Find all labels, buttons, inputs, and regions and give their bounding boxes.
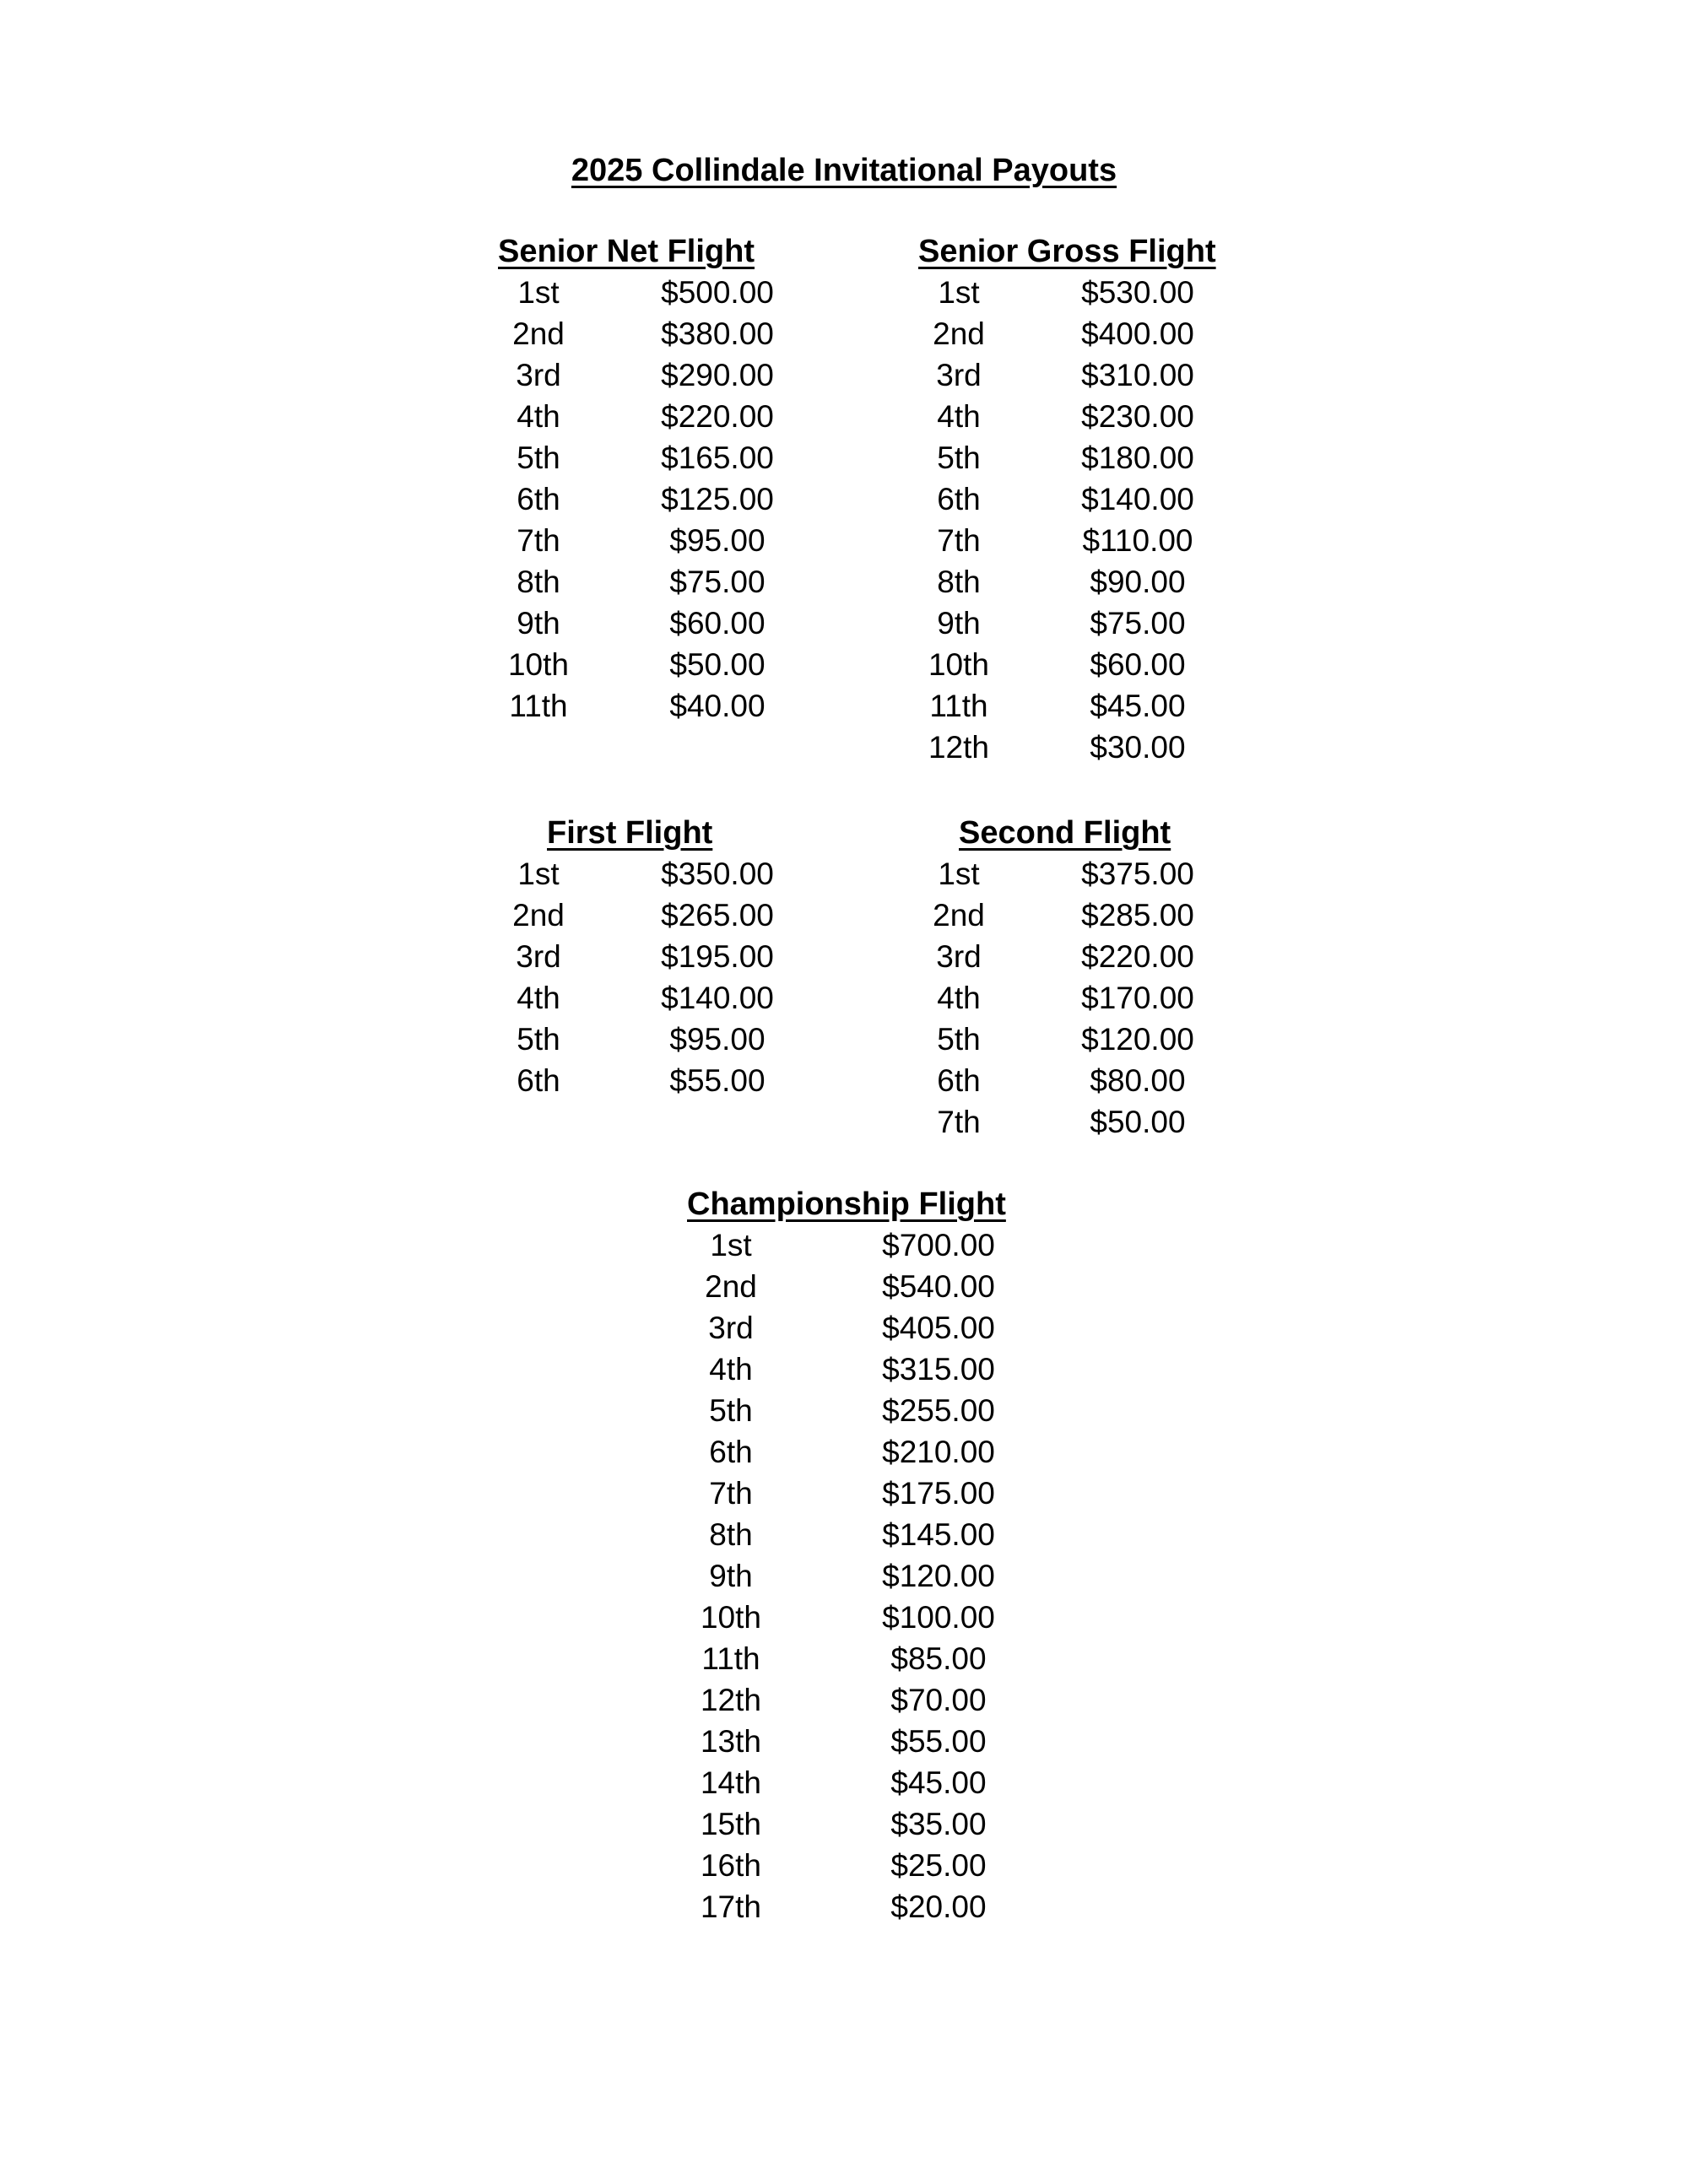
payout-amount: $50.00	[669, 647, 766, 682]
place-label: 1st	[517, 275, 560, 310]
payout-amount: $530.00	[1081, 275, 1194, 310]
place-label: 1st	[938, 857, 980, 891]
place-label: 5th	[517, 441, 560, 475]
place-label: 9th	[709, 1559, 753, 1593]
payout-amount: $285.00	[1081, 898, 1194, 933]
place-label: 8th	[517, 565, 560, 599]
payout-amount: $55.00	[890, 1724, 987, 1759]
payout-amount: $175.00	[882, 1476, 995, 1511]
payout-amount: $35.00	[890, 1807, 987, 1841]
place-label: 17th	[700, 1889, 761, 1924]
payout-amount: $405.00	[882, 1311, 995, 1345]
payout-amount: $380.00	[661, 316, 774, 351]
payout-amount: $25.00	[890, 1848, 987, 1883]
place-label: 2nd	[705, 1269, 757, 1304]
place-label: 4th	[709, 1352, 753, 1387]
payout-amount: $265.00	[661, 898, 774, 933]
payout-amount: $100.00	[882, 1600, 995, 1635]
place-label: 12th	[700, 1683, 761, 1717]
payout-amount: $40.00	[669, 689, 766, 723]
payout-amount: $230.00	[1081, 399, 1194, 434]
payout-amount: $120.00	[882, 1559, 995, 1593]
payout-amount: $170.00	[1081, 981, 1194, 1015]
place-label: 3rd	[516, 358, 561, 392]
place-label: 16th	[700, 1848, 761, 1883]
payout-amount: $140.00	[661, 981, 774, 1015]
payout-amount: $350.00	[661, 857, 774, 891]
place-label: 5th	[937, 1022, 981, 1057]
page-title: 2025 Collindale Invitational Payouts	[571, 153, 1117, 188]
payout-amount: $45.00	[890, 1765, 987, 1800]
place-label: 11th	[701, 1641, 760, 1676]
place-label: 3rd	[708, 1311, 754, 1345]
payout-amount: $700.00	[882, 1228, 995, 1262]
place-label: 3rd	[516, 939, 561, 974]
payout-amount: $195.00	[661, 939, 774, 974]
place-label: 2nd	[512, 316, 565, 351]
payout-amount: $290.00	[661, 358, 774, 392]
place-label: 12th	[928, 730, 989, 765]
place-label: 6th	[517, 482, 560, 516]
payout-amount: $110.00	[1082, 523, 1193, 558]
place-label: 6th	[937, 1063, 981, 1098]
place-label: 2nd	[512, 898, 565, 933]
payout-amount: $20.00	[890, 1889, 987, 1924]
payout-amount: $210.00	[882, 1435, 995, 1469]
place-label: 7th	[517, 523, 560, 558]
payout-amount: $60.00	[669, 606, 766, 641]
place-label: 11th	[929, 689, 988, 723]
place-label: 1st	[517, 857, 560, 891]
payout-amount: $70.00	[890, 1683, 987, 1717]
payout-amount: $315.00	[882, 1352, 995, 1387]
payout-amount: $375.00	[1081, 857, 1194, 891]
payout-amount: $95.00	[669, 1022, 766, 1057]
place-label: 15th	[700, 1807, 761, 1841]
payout-amount: $500.00	[661, 275, 774, 310]
place-label: 9th	[937, 606, 981, 641]
place-label: 1st	[710, 1228, 752, 1262]
place-label: 4th	[517, 981, 560, 1015]
place-label: 10th	[507, 647, 569, 682]
payout-amount: $95.00	[669, 523, 766, 558]
flight-title: First Flight	[547, 815, 713, 851]
place-label: 4th	[517, 399, 560, 434]
place-label: 8th	[709, 1517, 753, 1552]
payout-amount: $120.00	[1081, 1022, 1194, 1057]
place-label: 10th	[928, 647, 989, 682]
place-label: 4th	[937, 399, 981, 434]
flight-title: Senior Net Flight	[498, 234, 755, 269]
payout-amount: $400.00	[1081, 316, 1194, 351]
payout-amount: $145.00	[882, 1517, 995, 1552]
place-label: 1st	[938, 275, 980, 310]
place-label: 7th	[937, 1105, 981, 1139]
payout-amount: $85.00	[890, 1641, 987, 1676]
place-label: 3rd	[936, 358, 982, 392]
place-label: 9th	[517, 606, 560, 641]
place-label: 6th	[937, 482, 981, 516]
flight-title: Second Flight	[959, 815, 1171, 851]
place-label: 4th	[937, 981, 981, 1015]
place-label: 5th	[709, 1393, 753, 1428]
place-label: 3rd	[936, 939, 982, 974]
place-label: 2nd	[933, 898, 985, 933]
payout-amount: $220.00	[1081, 939, 1194, 974]
payout-amount: $90.00	[1090, 565, 1186, 599]
payout-amount: $55.00	[669, 1063, 766, 1098]
flight-title: Championship Flight	[687, 1187, 1006, 1222]
payout-amount: $140.00	[1081, 482, 1194, 516]
place-label: 6th	[517, 1063, 560, 1098]
payout-amount: $540.00	[882, 1269, 995, 1304]
place-label: 14th	[700, 1765, 761, 1800]
payout-amount: $75.00	[669, 565, 766, 599]
place-label: 7th	[937, 523, 981, 558]
place-label: 8th	[937, 565, 981, 599]
payout-amount: $310.00	[1081, 358, 1194, 392]
payout-amount: $75.00	[1090, 606, 1186, 641]
payout-amount: $180.00	[1081, 441, 1194, 475]
place-label: 5th	[937, 441, 981, 475]
payout-amount: $255.00	[882, 1393, 995, 1428]
place-label: 2nd	[933, 316, 985, 351]
place-label: 11th	[509, 689, 568, 723]
place-label: 6th	[709, 1435, 753, 1469]
payout-amount: $45.00	[1090, 689, 1186, 723]
payout-amount: $60.00	[1090, 647, 1186, 682]
payout-amount: $30.00	[1090, 730, 1186, 765]
place-label: 13th	[700, 1724, 761, 1759]
payout-amount: $220.00	[661, 399, 774, 434]
payout-amount: $80.00	[1090, 1063, 1186, 1098]
place-label: 7th	[709, 1476, 753, 1511]
payout-amount: $125.00	[661, 482, 774, 516]
place-label: 10th	[700, 1600, 761, 1635]
flight-title: Senior Gross Flight	[918, 234, 1216, 269]
payout-amount: $165.00	[661, 441, 774, 475]
payout-amount: $50.00	[1090, 1105, 1186, 1139]
place-label: 5th	[517, 1022, 560, 1057]
